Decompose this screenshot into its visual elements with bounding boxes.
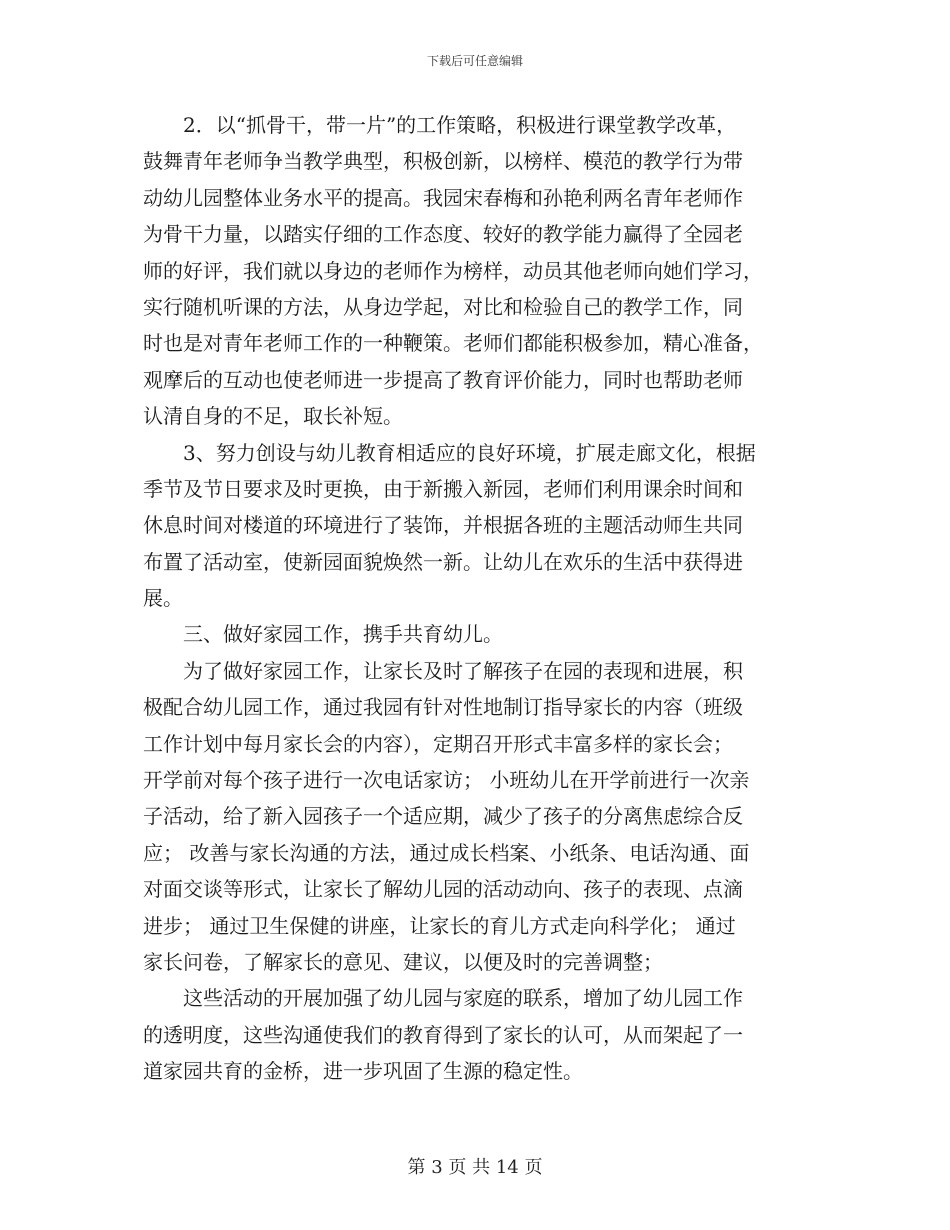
text-line: 3、努力创设与幼儿教育相适应的良好环境，扩展走廊文化，根据 [183, 440, 756, 465]
text-line: 休息时间对楼道的环境进行了装饰，并根据各班的主题活动师生共同 [143, 513, 743, 538]
text-line: 工作计划中每月家长会的内容），定期召开形式丰富多样的家长会； [143, 731, 733, 756]
text-line: 这些活动的开展加强了幼儿园与家庭的联系，增加了幼儿园工作 [183, 986, 743, 1011]
text-line: 的透明度，这些沟通使我们的教育得到了家长的认可，从而架起了一 [143, 1022, 743, 1047]
text-line: 子活动，给了新入园孩子一个适应期，减少了孩子的分离焦虑综合反 [143, 804, 743, 829]
text-line: 道家园共育的金桥，进一步巩固了生源的稳定性。 [143, 1059, 583, 1084]
text-line: 极配合幼儿园工作，通过我园有针对性地制订指导家长的内容（班级 [143, 695, 743, 720]
text-line: 三、做好家园工作，携手共育幼儿。 [183, 622, 503, 647]
header-note: 下载后可任意编辑 [426, 54, 523, 68]
page-number: 第 3 页 共 14 页 [407, 1157, 543, 1178]
text-line: 进步； 通过卫生保健的讲座，让家长的育儿方式走向科学化； 通过 [143, 913, 736, 938]
text-line: 观摩后的互动也使老师进一步提高了教育评价能力，同时也帮助老师 [143, 367, 743, 392]
text-line: 家长问卷，了解家长的意见、建议，以便及时的完善调整； [143, 949, 663, 974]
text-line: 时也是对青年老师工作的一种鞭策。老师们都能积极参加，精心准备， [143, 331, 763, 356]
text-line: 对面交谈等形式，让家长了解幼儿园的活动动向、孩子的表现、点滴 [143, 877, 743, 902]
text-line: 季节及节日要求及时更换，由于新搬入新园，老师们利用课余时间和 [143, 476, 743, 501]
text-line: 认清自身的不足，取长补短。 [143, 404, 403, 429]
text-line: 为了做好家园工作，让家长及时了解孩子在园的表现和进展，积 [183, 658, 743, 683]
document-body [143, 107, 808, 1090]
text-line: 鼓舞青年老师争当教学典型，积极创新，以榜样、模范的教学行为带 [143, 149, 743, 174]
text-line: 为骨干力量，以踏实仔细的工作态度、较好的教学能力赢得了全园老 [143, 222, 743, 247]
text-line: 应； 改善与家长沟通的方法，通过成长档案、小纸条、电话沟通、面 [143, 840, 750, 865]
text-line: 布置了活动室，使新园面貌焕然一新。让幼儿在欢乐的生活中获得进 [143, 549, 743, 574]
text-line: 动幼儿园整体业务水平的提高。我园宋春梅和孙艳利两名青年老师作 [143, 185, 743, 210]
text-line: 开学前对每个孩子进行一次电话家访； 小班幼儿在开学前进行一次亲 [143, 768, 750, 793]
text-line: 2．以“抓骨干，带一片”的工作策略，积极进行课堂教学改革， [183, 113, 737, 137]
text-line: 展。 [143, 586, 183, 611]
text-line: 师的好评，我们就以身边的老师作为榜样，动员其他老师向她们学习， [143, 258, 763, 283]
text-line: 实行随机听课的方法，从身边学起，对比和检验自己的教学工作，同 [143, 294, 743, 319]
